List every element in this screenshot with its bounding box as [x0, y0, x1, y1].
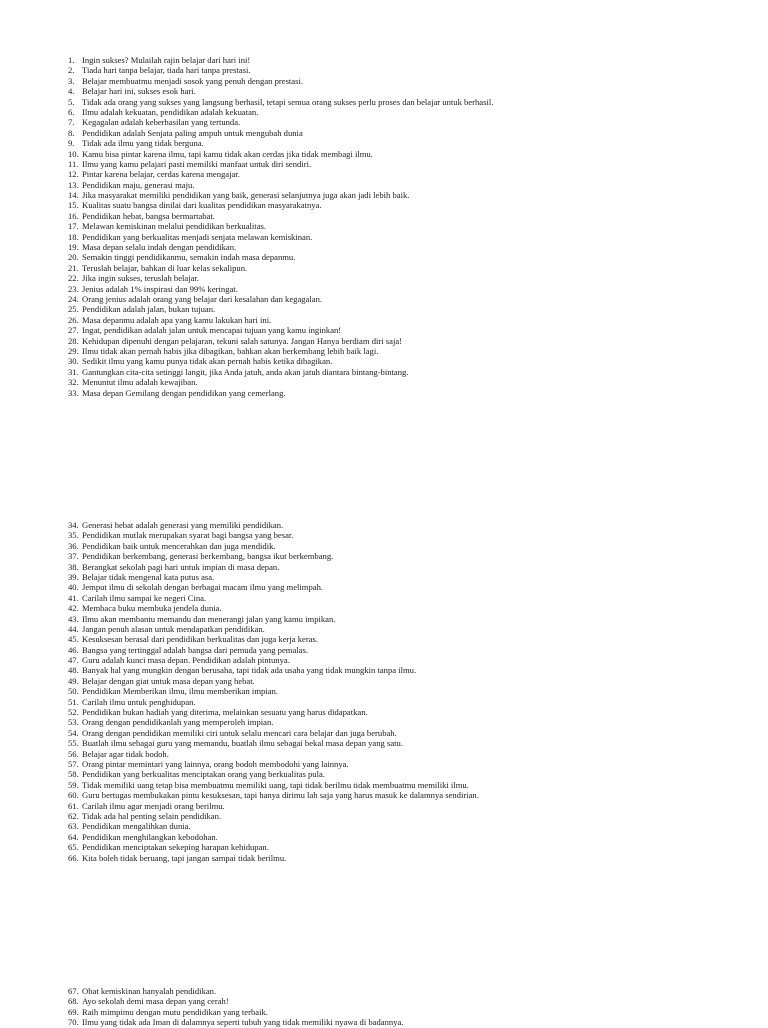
list-item-number: 30.: [68, 356, 79, 367]
quote-list-section-3: [68, 986, 748, 1028]
list-item-text: Orang dengan pendidikan memiliki ciri untuk selalu mencari cara belajar dan juga berubah.: [82, 727, 397, 738]
list-item: [68, 697, 748, 707]
list-item: [68, 336, 748, 346]
list-item-text: Belajar hari ini, sukses esok hari.: [82, 86, 196, 97]
list-item-number: 61.: [68, 800, 79, 811]
list-item-text: Berangkat sekolah pagi hari untuk impian di masa depan.: [82, 561, 280, 572]
list-item-number: 63.: [68, 821, 79, 832]
list-item: [68, 541, 748, 551]
list-item-text: Ilmu akan membantu memandu dan menerangi jalan yang kamu impikan.: [82, 613, 336, 624]
list-item: [68, 55, 748, 65]
list-item-text: Ilmu yang tidak ada Iman di dalamnya seperti tubuh yang tidak memiliki nyawa di badannya.: [82, 1017, 404, 1028]
list-item: [68, 842, 748, 852]
list-item-text: Jika ingin sukses, teruslah belajar.: [82, 273, 199, 284]
list-item-text: Pendidikan hebat, bangsa bermartabat.: [82, 210, 215, 221]
list-item-text: Kita boleh tidak beruang, tapi jangan sampai tidak berilmu.: [82, 852, 287, 863]
list-item: [68, 377, 748, 387]
list-item-text: Masa depan Gemilang dengan pendidikan yang cemerlang.: [82, 387, 286, 398]
list-item: [68, 749, 748, 759]
list-item: [68, 769, 748, 779]
list-item-number: 5.: [68, 96, 75, 107]
list-item: [68, 520, 748, 530]
list-item-number: 16.: [68, 210, 79, 221]
list-item-text: Orang pintar memintari yang lainnya, orang bodoh membodohi yang lainnya.: [82, 758, 349, 769]
list-item-text: Pendidikan yang berkualitas menjadi senjata melawan kemiskinan.: [82, 231, 313, 242]
list-item: [68, 221, 748, 231]
list-item-number: 57.: [68, 758, 79, 769]
list-item-text: Guru bertugas membukakan pintu kesuksesan, tapi hanya dirimu lah saja yang harus masuk ke dalamnya sendirian.: [82, 790, 479, 801]
list-item-number: 45.: [68, 634, 79, 645]
list-item: [68, 388, 748, 398]
list-item-text: Ingat, pendidikan adalah jalan untuk mencapai tujuan yang kamu inginkan!: [82, 325, 342, 336]
list-item-number: 28.: [68, 335, 79, 346]
list-item-text: Kamu bisa pintar karena ilmu, tapi kamu tidak akan cerdas jika tidak membagi ilmu.: [82, 148, 373, 159]
list-item-number: 42.: [68, 603, 79, 614]
list-item: [68, 263, 748, 273]
list-item: [68, 801, 748, 811]
list-item: [68, 107, 748, 117]
list-item-text: Pintar karena belajar, cerdas karena mengajar.: [82, 169, 240, 180]
list-item-number: 11.: [68, 158, 79, 169]
list-item-text: Menuntut ilmu adalah kewajiban.: [82, 377, 198, 388]
list-item-text: Orang dengan pendidikanlah yang memperoleh impian.: [82, 717, 274, 728]
list-item-text: Membaca buku membuka jendela dunia.: [82, 603, 222, 614]
list-item: [68, 200, 748, 210]
list-item-text: Pendidikan baik untuk mencerahkan dan juga mendidik.: [82, 540, 276, 551]
list-item-number: 48.: [68, 665, 79, 676]
list-item-number: 67.: [68, 986, 79, 996]
list-item: [68, 325, 748, 335]
list-item-text: Sedikit ilmu yang kamu punya tidak akan pernah habis ketika dibagikan.: [82, 356, 333, 367]
list-item: [68, 686, 748, 696]
list-item: [68, 759, 748, 769]
list-item: [68, 986, 748, 996]
list-item-text: Kehidupan dipenuhi dengan pelajaran, tekuni salah satunya. Jangan Hanya berdiam diri saja!: [82, 335, 403, 346]
list-item-text: Belajar membuatmu menjadi sosok yang penuh dengan prestasi.: [82, 75, 303, 86]
list-item-number: 15.: [68, 200, 79, 211]
list-item-text: Pendidikan adalah Senjata paling ampuh untuk mengubah dunia: [82, 127, 303, 138]
list-item-number: 33.: [68, 387, 79, 398]
list-item: [68, 790, 748, 800]
list-item: [68, 180, 748, 190]
list-item: [68, 645, 748, 655]
list-item: [68, 242, 748, 252]
list-item-number: 59.: [68, 779, 79, 790]
list-item-text: Pendidikan mutlak merupakan syarat bagi bangsa yang besar.: [82, 530, 294, 541]
list-item-number: 35.: [68, 530, 79, 541]
list-item: [68, 624, 748, 634]
list-item-number: 10.: [68, 148, 79, 159]
list-item: [68, 665, 748, 675]
list-item: [68, 149, 748, 159]
list-item-number: 56.: [68, 748, 79, 759]
list-item-number: 58.: [68, 769, 79, 780]
list-item-text: Tidak ada ilmu yang tidak berguna.: [82, 138, 204, 149]
list-item-number: 64.: [68, 831, 79, 842]
list-item-text: Masa depan selalu indah dengan pendidikan.: [82, 242, 237, 253]
list-item-number: 68.: [68, 996, 79, 1007]
list-item-text: Pendidikan Memberikan ilmu, ilmu memberikan impian.: [82, 686, 278, 697]
list-item-text: Belajar dengan giat untuk masa depan yang hebat.: [82, 675, 255, 686]
list-item: [68, 86, 748, 96]
list-item: [68, 284, 748, 294]
list-item-number: 3.: [68, 75, 75, 86]
list-item-number: 12.: [68, 169, 79, 180]
list-item-number: 37.: [68, 551, 79, 562]
list-item-number: 55.: [68, 738, 79, 749]
list-item-number: 2.: [68, 65, 75, 76]
list-item-text: Ayo sekolah demi masa depan yang cerah!: [82, 996, 229, 1007]
list-item-number: 44.: [68, 623, 79, 634]
list-item-text: Carilah ilmu sampai ke negeri Cina.: [82, 592, 207, 603]
list-item-number: 41.: [68, 592, 79, 603]
list-item: [68, 346, 748, 356]
list-item: [68, 138, 748, 148]
list-item: [68, 582, 748, 592]
list-item-text: Kesuksesan berasal dari pendidikan berkualitas dan juga kerja keras.: [82, 634, 319, 645]
list-item: [68, 315, 748, 325]
list-item-number: 70.: [68, 1017, 79, 1028]
list-item: [68, 728, 748, 738]
list-item: [68, 76, 748, 86]
list-item-text: Tidak ada hal penting selain pendidikan.: [82, 810, 222, 821]
list-item: [68, 717, 748, 727]
list-item-number: 1.: [68, 55, 75, 65]
list-item-number: 60.: [68, 790, 79, 801]
list-item-number: 9.: [68, 138, 75, 149]
list-item-number: 22.: [68, 273, 79, 284]
list-item-number: 53.: [68, 717, 79, 728]
list-item-text: Teruslah belajar, bahkan di luar kelas sekalipun.: [82, 262, 248, 273]
list-item-number: 32.: [68, 377, 79, 388]
list-item: [68, 1017, 748, 1027]
list-item-text: Pendidikan maju, generasi maju.: [82, 179, 195, 190]
list-item: [68, 211, 748, 221]
list-item-number: 29.: [68, 345, 79, 356]
list-item: [68, 117, 748, 127]
list-item: [68, 232, 748, 242]
list-item-text: Semakin tinggi pendidikanmu, semakin indah masa depanmu.: [82, 252, 296, 263]
list-item-number: 18.: [68, 231, 79, 242]
list-item: [68, 634, 748, 644]
list-item-text: Bangsa yang tertinggal adalah bangsa dari pemuda yang pemalas.: [82, 644, 308, 655]
list-item: [68, 655, 748, 665]
list-item: [68, 676, 748, 686]
list-item: [68, 603, 748, 613]
list-item-number: 6.: [68, 106, 75, 117]
list-item-number: 51.: [68, 696, 79, 707]
list-item-text: Pendidikan mengalihkan dunia.: [82, 821, 191, 832]
list-item-text: Melawan kemiskinan melalui pendidikan berkualitas.: [82, 221, 266, 232]
list-item: [68, 190, 748, 200]
list-item-text: Ilmu adalah kekuatan, pendidikan adalah kekuatan.: [82, 106, 259, 117]
list-item: [68, 614, 748, 624]
list-item-text: Tiada hari tanpa belajar, tiada hari tanpa prestasi.: [82, 65, 251, 76]
list-item: [68, 169, 748, 179]
list-item-number: 21.: [68, 262, 79, 273]
list-item-number: 7.: [68, 117, 75, 128]
list-item-number: 69.: [68, 1006, 79, 1017]
list-item-text: Guru adalah kunci masa depan. Pendidikan adalah pintunya.: [82, 655, 290, 666]
list-item-text: Pendidikan menciptakan sekeping harapan kehidupan.: [82, 842, 269, 853]
list-item-number: 25.: [68, 304, 79, 315]
list-item: [68, 530, 748, 540]
list-item: [68, 252, 748, 262]
list-item: [68, 367, 748, 377]
list-item: [68, 996, 748, 1006]
list-item: [68, 1007, 748, 1017]
list-item-text: Orang jenius adalah orang yang belajar dari kesalahan dan kegagalan.: [82, 293, 323, 304]
list-item-text: Carilah ilmu agar menjadi orang berilmu.: [82, 800, 225, 811]
list-item: [68, 593, 748, 603]
quote-list-section-2: [68, 520, 748, 863]
list-item-text: Belajar tidak mengenal kata putus asa.: [82, 571, 215, 582]
list-item-text: Ingin sukses? Mulailah rajin belajar dari hari ini!: [82, 55, 251, 65]
list-item: [68, 304, 748, 314]
list-item: [68, 356, 748, 366]
list-item-number: 20.: [68, 252, 79, 263]
list-item-number: 39.: [68, 571, 79, 582]
list-item-text: Gantungkan cita-cita setinggi langit, jika Anda jatuh, anda akan jatuh diantara bintang-bintang.: [82, 366, 409, 377]
list-item: [68, 853, 748, 863]
list-item-text: Pendidikan bukan hadiah yang diterima, melainkan sesuatu yang harus didapatkan.: [82, 707, 368, 718]
list-item-number: 66.: [68, 852, 79, 863]
list-item-number: 62.: [68, 810, 79, 821]
list-item-text: Jenius adalah 1% inspirasi dan 99% keringat.: [82, 283, 238, 294]
list-item-text: Pendidikan yang berkualitas menciptakan orang yang berkualitas pula.: [82, 769, 325, 780]
list-item-number: 26.: [68, 314, 79, 325]
list-item-number: 27.: [68, 325, 79, 336]
list-item: [68, 128, 748, 138]
list-item: [68, 97, 748, 107]
list-item-text: Jemput ilmu di sekolah dengan berbagai macam ilmu yang melimpah.: [82, 582, 324, 593]
list-item: [68, 294, 748, 304]
list-item-text: Pendidikan adalah jalan, bukan tujuan.: [82, 304, 216, 315]
list-item: [68, 572, 748, 582]
list-item-text: Kegagalan adalah keberhasilan yang tertunda.: [82, 117, 241, 128]
list-item-number: 34.: [68, 520, 79, 530]
list-item-number: 46.: [68, 644, 79, 655]
list-item-number: 13.: [68, 179, 79, 190]
list-item-text: Belajar agar tidak bodoh.: [82, 748, 169, 759]
list-item-number: 49.: [68, 675, 79, 686]
list-item-text: Ilmu yang kamu pelajari pasti memiliki manfaat untuk diri sendiri.: [82, 158, 312, 169]
list-item-number: 4.: [68, 86, 75, 97]
list-item-text: Tidak memiliki uang tetap bisa membuatmu memiliki uang, tapi tidak berilmu tidak membuatmu memiliki ilmu.: [82, 779, 469, 790]
list-item-text: Jika masyarakat memiliki pendidikan yang baik, generasi selanjutnya juga akan jadi lebih baik.: [82, 190, 410, 201]
list-item: [68, 273, 748, 283]
list-item: [68, 551, 748, 561]
list-item-number: 50.: [68, 686, 79, 697]
list-item-text: Banyak hal yang mungkin dengan berusaha, tapi tidak ada usaha yang tidak mungkin tanpa ilmu.: [82, 665, 417, 676]
list-item-number: 23.: [68, 283, 79, 294]
list-item-text: Obat kemiskinan hanyalah pendidikan.: [82, 986, 217, 996]
list-item-text: Tidak ada orang yang sukses yang langsung berhasil, tetapi semua orang sukses perlu proses dan belajar untuk berhasil.: [82, 96, 494, 107]
list-item-text: Jangan penuh alasan untuk mendapatkan pendidikan.: [82, 623, 265, 634]
list-item-number: 8.: [68, 127, 75, 138]
quote-list-section-1: [68, 55, 748, 398]
list-item-number: 31.: [68, 366, 79, 377]
list-item-text: Raih mimpimu dengan mutu pendidikan yang terbaik.: [82, 1006, 268, 1017]
list-item-number: 19.: [68, 242, 79, 253]
list-item-number: 52.: [68, 707, 79, 718]
list-item-text: Carilah ilmu untuk penghidupan.: [82, 696, 196, 707]
list-item-text: Ilmu tidak akan pernah habis jika dibagikan, bahkan akan berkembang lebih baik lagi.: [82, 345, 379, 356]
list-item-number: 65.: [68, 842, 79, 853]
list-item: [68, 562, 748, 572]
list-item-number: 54.: [68, 727, 79, 738]
list-item-number: 40.: [68, 582, 79, 593]
list-item: [68, 65, 748, 75]
list-item-number: 43.: [68, 613, 79, 624]
list-item-text: Generasi hebat adalah generasi yang memiliki pendidikan.: [82, 520, 284, 530]
list-item-number: 38.: [68, 561, 79, 572]
list-item-number: 36.: [68, 540, 79, 551]
list-item-number: 17.: [68, 221, 79, 232]
list-item: [68, 707, 748, 717]
list-item: [68, 780, 748, 790]
list-item: [68, 832, 748, 842]
list-item: [68, 811, 748, 821]
list-item-number: 14.: [68, 190, 79, 201]
list-item: [68, 821, 748, 831]
list-item-text: Masa depanmu adalah apa yang kamu lakukan hari ini.: [82, 314, 272, 325]
list-item: [68, 738, 748, 748]
list-item-number: 24.: [68, 293, 79, 304]
list-item-text: Buatlah ilmu sebagai guru yang memandu, buatlah ilmu sebagai bekal masa depan yang satu.: [82, 738, 403, 749]
list-item-text: Kualitas suatu bangsa dinilai dari kualitas pendidikan masyarakatnya.: [82, 200, 322, 211]
list-item-text: Pendidikan menghilangkan kebodohan.: [82, 831, 218, 842]
list-item-text: Pendidikan berkembang, generasi berkembang, bangsa ikut berkembang.: [82, 551, 334, 562]
list-item: [68, 159, 748, 169]
list-item-number: 47.: [68, 655, 79, 666]
